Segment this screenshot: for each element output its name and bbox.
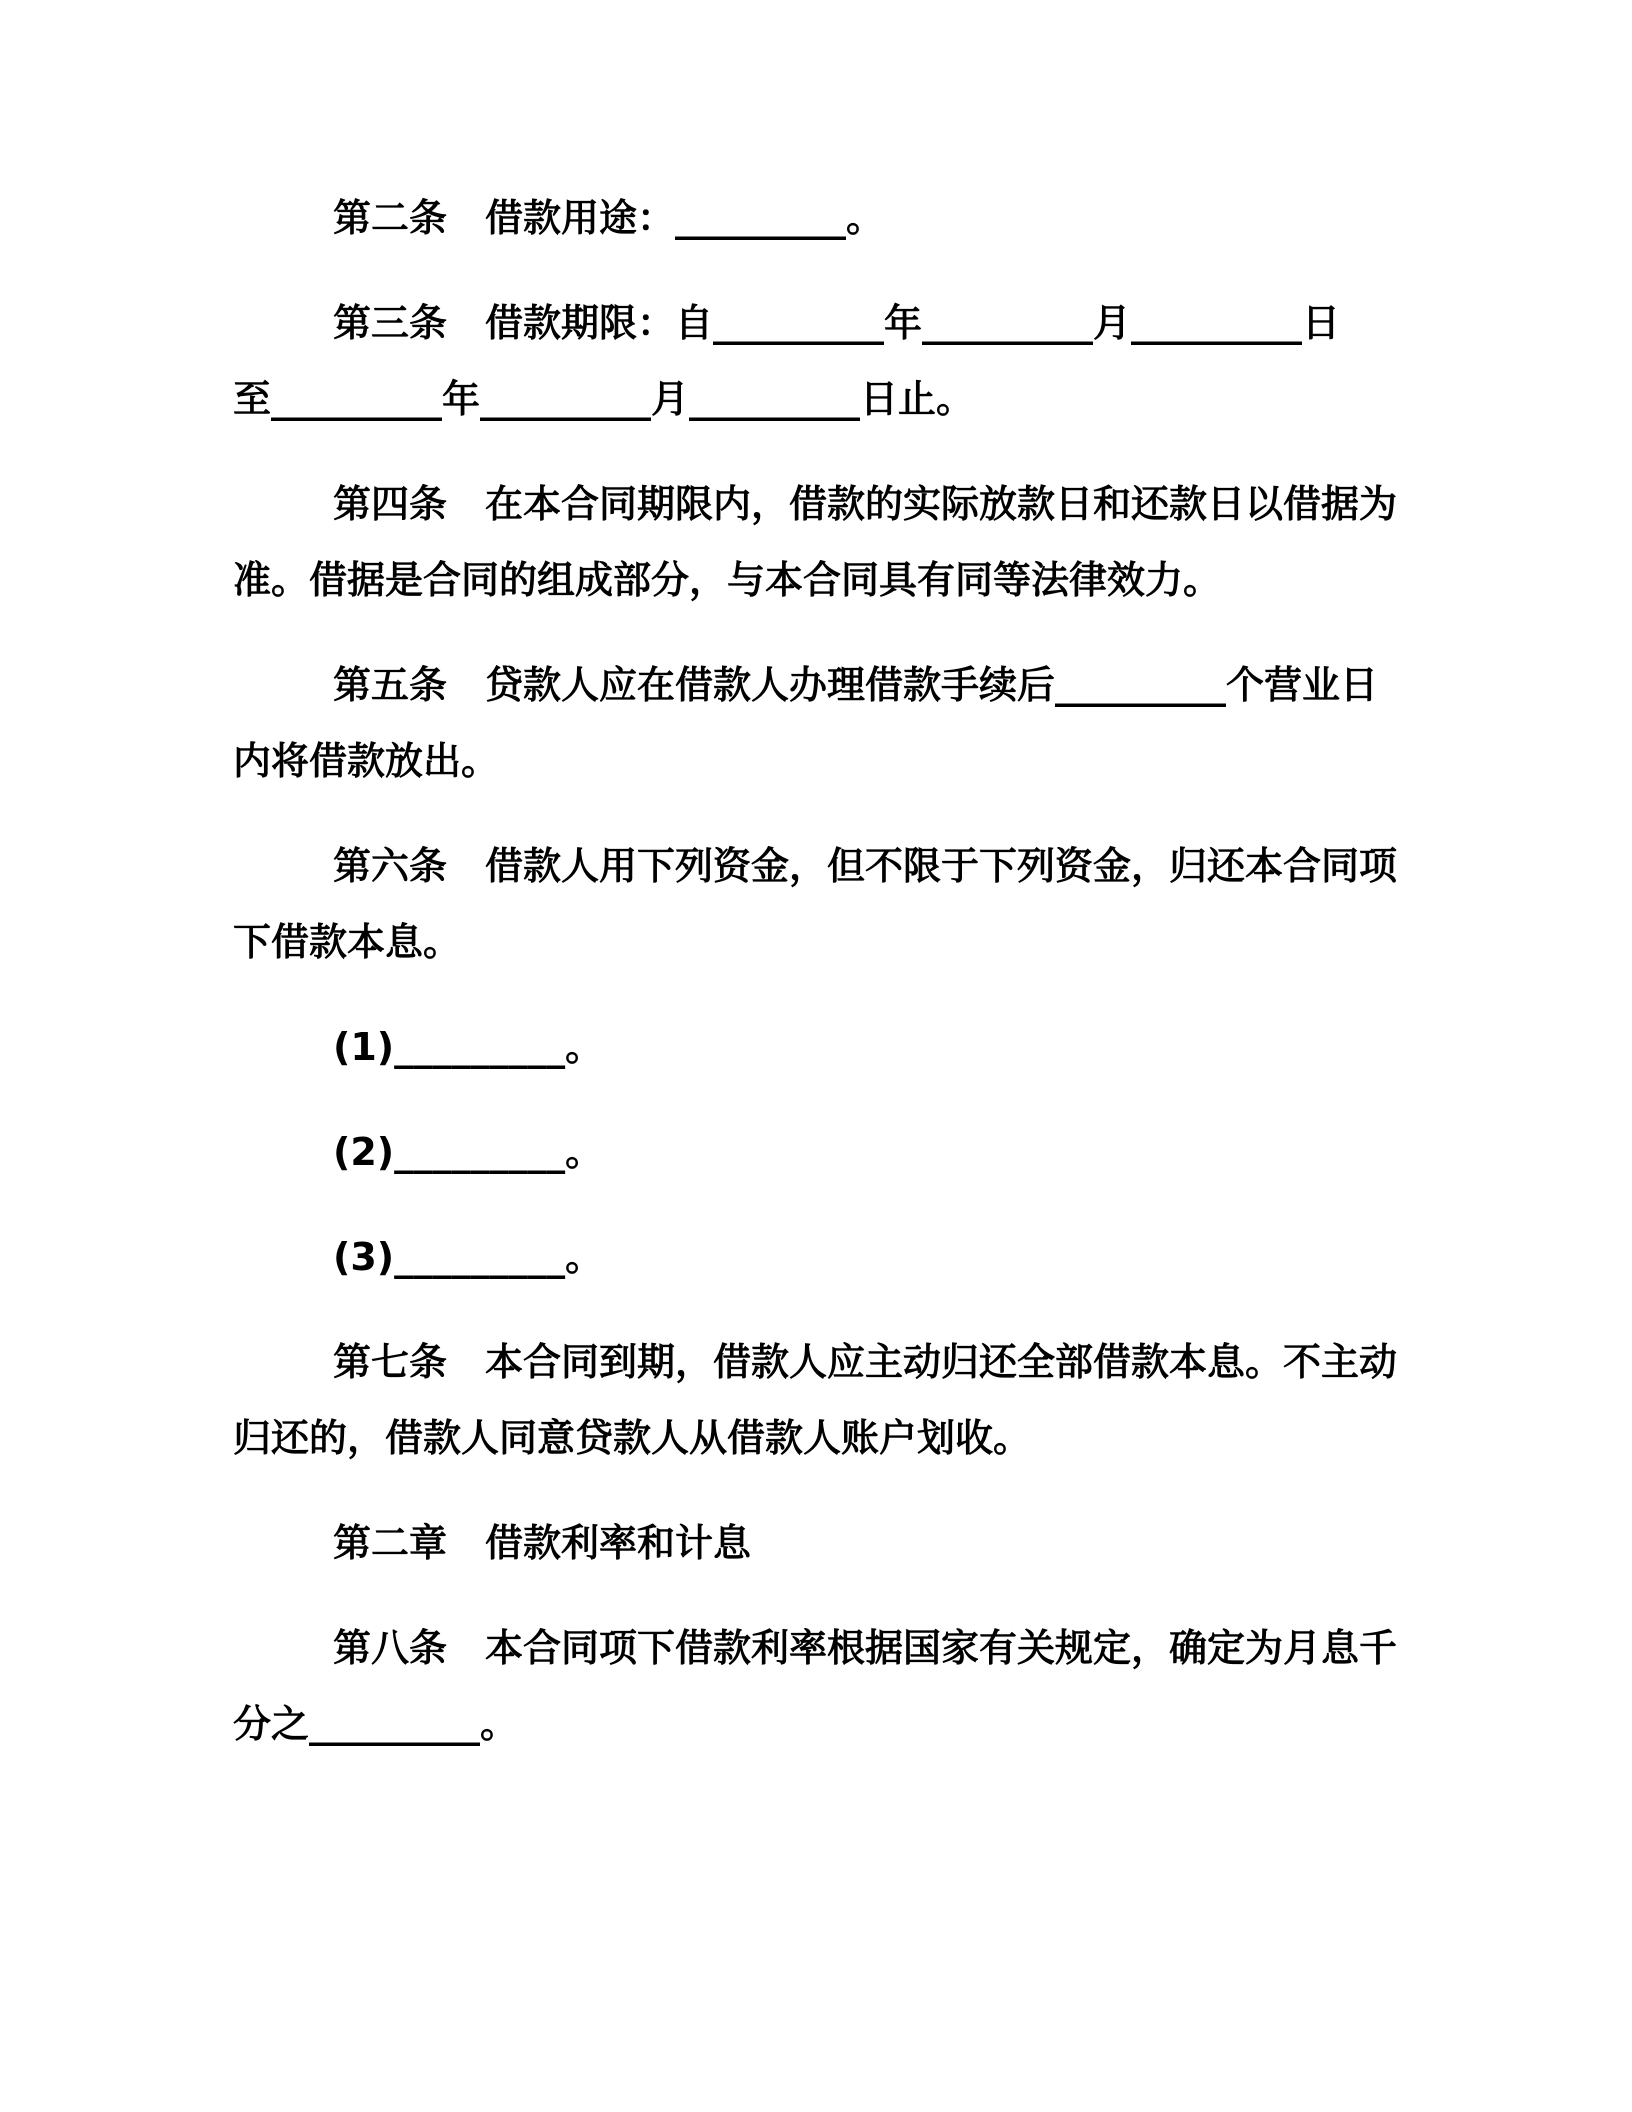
text-line: 第二条 借款用途：_________。 bbox=[333, 196, 885, 240]
text-line: (2)_________。 bbox=[333, 1130, 604, 1174]
text-line: 分之_________。 bbox=[233, 1702, 519, 1746]
paragraph-item-3 bbox=[233, 1219, 1408, 1295]
contract-body-text bbox=[233, 180, 1408, 1791]
text-line: 第三条 借款期限：自_________年_________月_________日 bbox=[333, 301, 1341, 345]
chapter-heading-line: 第二章 借款利率和计息 bbox=[333, 1521, 752, 1565]
text-line: 第七条 本合同到期，借款人应主动归还全部借款本息。不主动 bbox=[333, 1340, 1398, 1384]
paragraph-clause-5 bbox=[233, 647, 1408, 799]
paragraph-clause-8 bbox=[233, 1610, 1408, 1762]
text-line: 至_________年_________月_________日止。 bbox=[233, 377, 975, 421]
text-line: 内将借款放出。 bbox=[233, 739, 500, 783]
text-line: 准。借据是合同的组成部分，与本合同具有同等法律效力。 bbox=[233, 558, 1222, 602]
text-line: 第六条 借款人用下列资金，但不限于下列资金，归还本合同项 bbox=[333, 844, 1398, 888]
text-line: (1)_________。 bbox=[333, 1025, 604, 1069]
paragraph-clause-7 bbox=[233, 1324, 1408, 1476]
text-line: 第八条 本合同项下借款利率根据国家有关规定，确定为月息千 bbox=[333, 1626, 1398, 1670]
paragraph-clause-3 bbox=[233, 285, 1408, 437]
paragraph-chapter-2-heading bbox=[233, 1505, 1408, 1581]
text-line: 归还的，借款人同意贷款人从借款人账户划收。 bbox=[233, 1416, 1032, 1460]
text-line: 下借款本息。 bbox=[233, 920, 462, 964]
text-line: (3)_________。 bbox=[333, 1235, 604, 1279]
text-line: 第五条 贷款人应在借款人办理借款手续后_________个营业日 bbox=[333, 663, 1379, 707]
text-line: 第四条 在本合同期限内，借款的实际放款日和还款日以借据为 bbox=[333, 482, 1398, 526]
paragraph-item-2 bbox=[233, 1114, 1408, 1190]
paragraph-item-1 bbox=[233, 1009, 1408, 1085]
paragraph-clause-6 bbox=[233, 828, 1408, 980]
paragraph-clause-4 bbox=[233, 466, 1408, 618]
paragraph-clause-2 bbox=[233, 180, 1408, 256]
